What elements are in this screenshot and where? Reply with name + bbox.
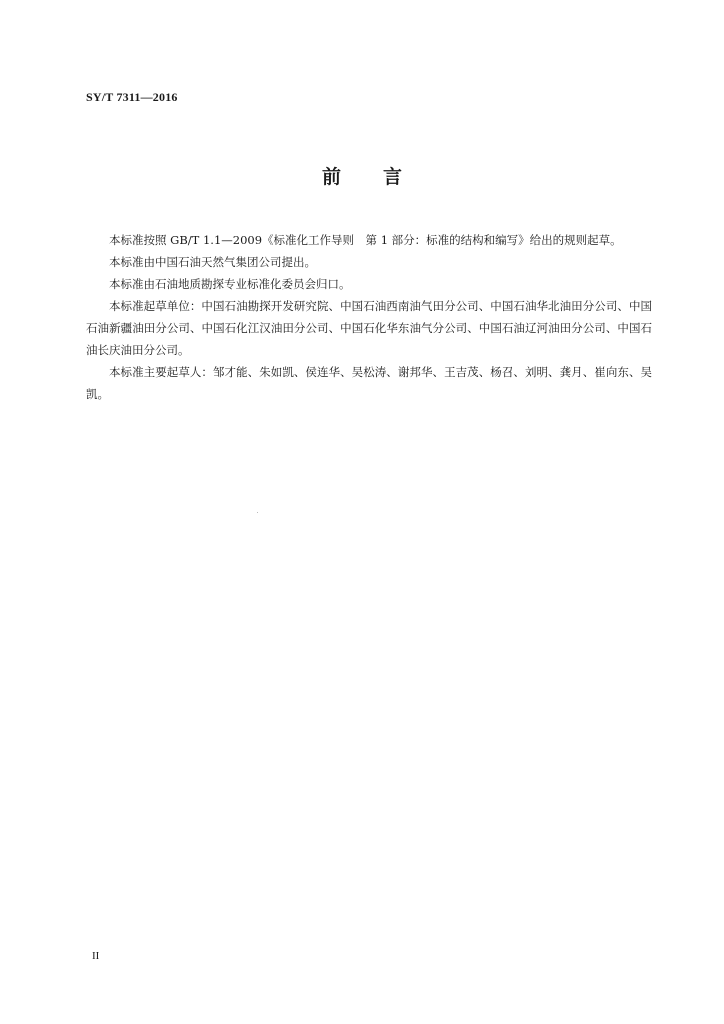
paragraph-drafting-rules: 本标准按照 GB/T 1.1—2009《标准化工作导则 第 1 部分：标准的结构和编写》给出的规则起草。 bbox=[109, 233, 622, 247]
paragraph-drafting-units: 本标准起草单位：中国石油勘探开发研究院、中国石油西南油气田分公司、中国石油华北油田分公司、中国石油新疆油田分公司、中国石化江汉油田分公司、中国石化华东油气分公司、中国石油辽河油田分公司、中国石油长庆油田分公司。 bbox=[86, 299, 652, 357]
page-number: II bbox=[92, 950, 100, 962]
foreword-body bbox=[86, 229, 652, 405]
paragraph-main-drafters: 本标准主要起草人：邹才能、朱如凯、侯连华、吴松涛、谢邦华、王吉茂、杨召、刘明、龚月、崔向东、吴凯。 bbox=[86, 365, 652, 401]
scan-speck bbox=[257, 512, 258, 513]
paragraph-proposed-by: 本标准由中国石油天然气集团公司提出。 bbox=[109, 255, 316, 269]
title-char-2: 言 bbox=[383, 166, 403, 188]
title-char-1: 前 bbox=[321, 166, 341, 188]
standard-code: SY/T 7311—2016 bbox=[86, 90, 178, 104]
page-title bbox=[0, 162, 724, 189]
paragraph-under-jurisdiction: 本标准由石油地质勘探专业标准化委员会归口。 bbox=[109, 277, 351, 291]
